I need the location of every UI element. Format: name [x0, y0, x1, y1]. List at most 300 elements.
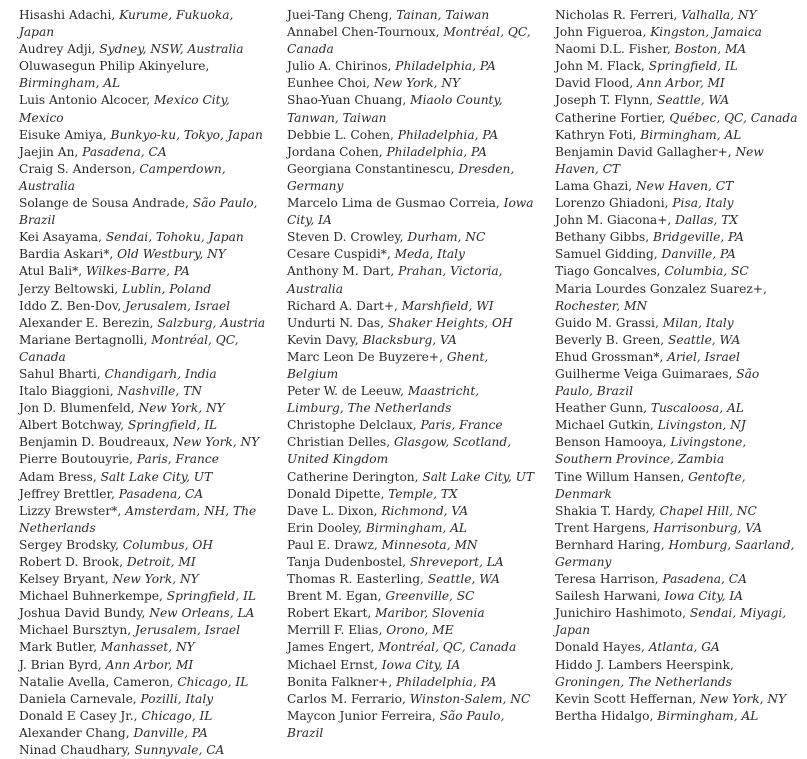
name-place-separator: , [386, 435, 394, 450]
name-place-separator: , [402, 93, 411, 108]
reviewer-location: Chicago, IL [177, 674, 249, 689]
name-place-separator: , [431, 708, 440, 723]
reviewer-location: New York, NY [173, 435, 260, 450]
reviewer-location: Richmond, VA [381, 503, 469, 518]
reviewer-name: Naomi D.L. Fisher [555, 42, 667, 57]
reviewer-name: Guido M. Grassi [555, 315, 655, 330]
reviewer-entry [287, 7, 539, 24]
reviewer-location: Livingstone, Southern Province, Zambia [555, 435, 747, 467]
reviewer-entry [555, 127, 800, 144]
reviewer-name: Michael Ernst [287, 657, 375, 672]
reviewer-entry [287, 605, 539, 622]
reviewer-column-1 [19, 7, 271, 759]
reviewer-entry [19, 571, 271, 588]
name-place-separator: , [400, 384, 408, 399]
name-place-separator: , [109, 384, 118, 399]
reviewer-location: Ariel, Israel [667, 349, 740, 364]
reviewer-name: Richard A. Dart+ [287, 298, 395, 313]
reviewer-entry [555, 41, 800, 58]
reviewer-name: Christian Delles [287, 435, 387, 450]
reviewer-name: Donald E Casey Jr. [19, 708, 134, 723]
name-place-separator: , [78, 264, 86, 279]
name-place-separator: , [373, 503, 382, 518]
name-place-separator: , [92, 469, 101, 484]
name-place-separator: , [728, 366, 737, 381]
reviewer-name: Joshua David Bundy [19, 606, 142, 621]
reviewer-entry [555, 469, 800, 503]
reviewer-entry [287, 298, 539, 315]
reviewer-entry [555, 639, 800, 656]
reviewer-location: Seattle, WA [668, 332, 741, 347]
reviewer-location: Salt Lake City, UT [100, 469, 213, 484]
reviewer-entry [555, 571, 800, 588]
name-place-separator: , [96, 366, 105, 381]
reviewer-name: Bardia Askari* [19, 247, 110, 262]
name-place-separator: , [450, 161, 459, 176]
reviewer-location: New York, NY [138, 401, 225, 416]
name-place-separator: , [387, 59, 396, 74]
reviewer-entry [19, 622, 271, 639]
reviewer-name: Debbie L. Cohen [287, 127, 390, 142]
name-place-separator: , [133, 708, 142, 723]
reviewer-location: São Paulo, Brazil [19, 196, 258, 228]
reviewer-entry [555, 229, 800, 246]
name-place-separator: , [74, 144, 83, 159]
name-place-separator: , [420, 572, 428, 587]
name-place-separator: , [102, 127, 111, 142]
reviewer-location: Detroit, MI [126, 555, 196, 569]
name-place-separator: , [354, 332, 363, 347]
reviewer-name: John M. Flack [555, 59, 641, 74]
name-place-separator: , [378, 144, 387, 159]
reviewer-location: Homburg, Saarland, Germany [555, 537, 795, 569]
reviewer-name: Tiago Goncalves [555, 264, 657, 279]
name-place-separator: , [399, 230, 408, 245]
name-place-separator: , [680, 469, 689, 484]
reviewer-location: Old Westbury, NY [117, 247, 226, 262]
reviewer-name: Atul Bali* [19, 264, 79, 279]
reviewer-name: Natalie Avella, Cameron [19, 674, 170, 689]
reviewer-location: Prahan, Victoria, Australia [287, 264, 503, 296]
reviewer-name: John M. Giacona+ [555, 213, 668, 228]
reviewer-location: Atlanta, GA [648, 640, 720, 655]
reviewer-entry [19, 400, 271, 417]
reviewer-name: Lama Ghazi [555, 178, 629, 193]
reviewer-entry [287, 674, 539, 691]
name-place-separator: , [98, 230, 106, 245]
reviewer-location: Chicago, IL [141, 708, 213, 723]
name-place-separator: , [93, 640, 101, 655]
reviewer-name: Shakia T. Hardy [555, 503, 652, 518]
reviewer-name: Maycon Junior Ferreira [287, 708, 432, 723]
reviewer-location: Pasadena, CA [662, 572, 747, 587]
reviewer-entry [19, 281, 271, 298]
reviewer-location: New York, NY [699, 691, 787, 706]
reviewer-entry [19, 605, 271, 622]
reviewer-name: Audrey Adji [19, 42, 92, 57]
reviewer-location: Paris, France [136, 452, 219, 467]
reviewer-location: Montréal, QC, Canada [19, 332, 239, 364]
reviewer-name: Cesare Cuspidi* [287, 247, 387, 262]
reviewer-entry [555, 58, 800, 75]
reviewer-name: Tine Willum Hansen [555, 469, 681, 484]
reviewer-entry [555, 263, 800, 280]
name-place-separator: , [366, 76, 374, 91]
name-place-separator: , [97, 657, 106, 672]
reviewer-entry [287, 469, 539, 486]
name-place-separator: , [390, 264, 399, 279]
reviewer-entry [555, 520, 800, 537]
reviewer-name: Robert Ekart [287, 606, 368, 621]
reviewer-entry [19, 246, 271, 263]
reviewer-location: Maastricht, Limburg, The Netherlands [287, 384, 480, 416]
name-place-separator: , [495, 196, 504, 211]
name-place-separator: , [632, 127, 641, 142]
reviewer-location: Greenville, SC [385, 589, 475, 604]
name-place-separator: , [435, 25, 444, 40]
reviewer-entry [555, 332, 800, 349]
reviewer-location: Tuscaloosa, AL [650, 401, 744, 416]
reviewer-column-3 [555, 7, 800, 725]
reviewer-name: Alexander Chang [19, 725, 126, 740]
reviewer-name: Marc Leon De Buyzere+ [287, 349, 440, 364]
reviewer-name: Pierre Boutouyrie [19, 452, 130, 467]
name-place-separator: , [120, 418, 128, 433]
reviewer-name: J. Brian Byrd [19, 657, 98, 672]
reviewer-entry [287, 332, 539, 349]
reviewer-entry [287, 503, 539, 520]
reviewer-name: Nicholas R. Ferreri [555, 8, 674, 22]
reviewer-location: Salt Lake City, UT [422, 469, 535, 484]
reviewer-name: Daniela Carnevale [19, 691, 133, 706]
name-place-separator: , [729, 657, 734, 672]
reviewer-entry [555, 400, 800, 417]
name-place-separator: , [380, 315, 388, 330]
reviewer-name: Steven D. Crowley [287, 230, 400, 245]
reviewer-location: Winston-Salem, NC [409, 691, 531, 706]
name-place-separator: , [370, 640, 379, 655]
name-place-separator: , [388, 8, 397, 22]
reviewer-name: Marcelo Lima de Gusmao Correia [287, 196, 496, 211]
reviewer-entry [287, 571, 539, 588]
name-place-separator: , [414, 469, 423, 484]
reviewer-location: Paris, France [420, 418, 503, 433]
reviewer-name: Thomas R. Easterling [287, 572, 420, 587]
name-place-separator: , [159, 589, 167, 604]
reviewer-name: Catherine Fortier [555, 110, 662, 125]
reviewer-location: Kurume, Fukuoka, Japan [19, 8, 234, 40]
reviewer-location: Gentofte, Denmark [555, 469, 746, 501]
reviewer-location: Columbia, SC [664, 264, 749, 279]
name-place-separator: , [664, 196, 673, 211]
reviewer-name: Lorenzo Ghiadoni [555, 196, 665, 211]
reviewer-location: Springfield, IL [648, 59, 738, 74]
reviewer-name: Donald Hayes [555, 640, 642, 655]
reviewer-entry [555, 349, 800, 366]
name-place-separator: , [666, 42, 675, 57]
reviewer-entry [555, 657, 800, 691]
reviewer-entry [555, 246, 800, 263]
name-place-separator: , [141, 606, 150, 621]
reviewer-name: Hisashi Adachi [19, 8, 112, 22]
name-place-separator: , [91, 42, 100, 57]
reviewer-location: Minnesota, MN [381, 537, 478, 552]
reviewer-entry [555, 92, 800, 109]
reviewer-entry [555, 708, 800, 725]
reviewer-column-2 [287, 7, 539, 742]
reviewer-entry [287, 144, 539, 161]
name-place-separator: , [110, 486, 119, 501]
reviewer-name: Hiddo J. Lambers Heerspink [555, 657, 730, 672]
reviewer-name: Maria Lourdes Gonzalez Suarez+ [555, 281, 764, 296]
reviewer-name: Iddo Z. Ben-Dov [19, 298, 118, 313]
reviewer-location: Danville, PA [133, 725, 208, 740]
reviewer-location: Philadelphia, PA [397, 127, 499, 142]
name-place-separator: , [439, 349, 447, 364]
name-place-separator: , [104, 572, 113, 587]
reviewer-name: Mariane Bertagnolli [19, 332, 144, 347]
reviewer-entry [19, 554, 271, 571]
reviewer-entry [287, 92, 539, 126]
name-place-separator: , [673, 8, 682, 22]
name-place-separator: , [114, 281, 123, 296]
name-place-separator: , [645, 230, 654, 245]
reviewer-entry [19, 725, 271, 742]
reviewer-location: Birmingham, AL [365, 520, 468, 535]
reviewer-name: David Flood [555, 76, 630, 91]
reviewer-location: Birmingham, AL [19, 76, 121, 91]
name-place-separator: , [667, 213, 676, 228]
reviewer-entry [19, 7, 271, 41]
reviewer-entry [555, 417, 800, 434]
reviewer-name: Kelsey Bryant [19, 572, 105, 587]
name-place-separator: , [131, 161, 140, 176]
reviewer-location: Lublin, Poland [122, 281, 212, 296]
name-place-separator: , [629, 76, 638, 91]
reviewer-location: Camperdown, Australia [19, 161, 226, 193]
reviewer-location: São Paulo, Brazil [555, 366, 760, 399]
reviewer-entry [287, 417, 539, 434]
reviewer-name: Craig S. Anderson [19, 161, 132, 176]
reviewer-location: Columbus, OH [122, 537, 213, 552]
name-place-separator: , [640, 59, 649, 74]
reviewer-name: Erin Dooley [287, 520, 359, 535]
reviewer-name: Beverly B. Green [555, 332, 661, 347]
name-place-separator: , [661, 110, 670, 125]
reviewer-location: New Haven, CT [555, 144, 764, 176]
reviewer-location: Mexico City, Mexico [19, 93, 230, 125]
reviewer-entry [555, 212, 800, 229]
reviewer-location: Wilkes-Barre, PA [85, 264, 190, 279]
reviewer-name: Alexander E. Berezin [19, 315, 150, 330]
reviewer-location: Manhasset, NY [100, 640, 195, 655]
reviewer-location: Montréal, QC, Canada [378, 640, 517, 655]
reviewer-name: Italo Biaggioni [19, 384, 110, 399]
reviewer-location: New York, NY [112, 572, 199, 587]
name-place-separator: , [143, 332, 152, 347]
reviewer-location: Seattle, WA [427, 572, 500, 587]
reviewer-location: Ghent, Belgium [287, 349, 489, 381]
name-place-separator: , [358, 520, 366, 535]
reviewer-entry [19, 229, 271, 246]
reviewer-name: Bertha Hidalgo [555, 708, 650, 723]
reviewer-location: Amsterdam, NH, The Netherlands [19, 503, 257, 535]
name-place-separator: , [126, 743, 135, 758]
reviewer-entry [19, 657, 271, 674]
name-place-separator: , [184, 196, 193, 211]
name-place-separator: , [402, 691, 410, 706]
reviewer-entry [19, 366, 271, 383]
reviewer-name: Julio A. Chirinos [287, 59, 388, 74]
reviewer-location: Pasadena, CA [118, 486, 204, 501]
reviewer-name: Kevin Davy [287, 332, 355, 347]
reviewer-entry [19, 315, 271, 332]
name-place-separator: , [653, 247, 662, 262]
reviewer-entry [555, 434, 800, 468]
reviewer-entry [287, 554, 539, 571]
reviewer-name: Undurti N. Das [287, 315, 381, 330]
reviewer-location: Dallas, TX [675, 213, 739, 228]
name-place-separator: , [660, 332, 669, 347]
reviewer-name: Catherine Derington [287, 469, 415, 484]
reviewer-location: New Orleans, LA [149, 606, 255, 621]
reviewer-entry [287, 537, 539, 554]
reviewer-entry [19, 434, 271, 451]
name-place-separator: , [127, 623, 135, 638]
reviewer-entry [19, 708, 271, 725]
reviewer-entry [287, 349, 539, 383]
reviewer-entry [555, 195, 800, 212]
reviewer-location: Valhalla, NY [681, 8, 757, 22]
reviewer-entry [555, 144, 800, 178]
reviewer-entry [19, 195, 271, 229]
reviewer-name: Trent Hargens [555, 520, 646, 535]
reviewer-name: Mark Butler [19, 640, 94, 655]
reviewer-location: Boston, MA [674, 42, 747, 57]
reviewer-entry [555, 503, 800, 520]
reviewer-entry [287, 127, 539, 144]
reviewer-location: Rochester, MN [555, 298, 648, 313]
reviewer-location: Jerusalem, Israel [135, 623, 240, 638]
reviewer-location: Marshfield, WI [401, 298, 494, 313]
reviewer-entry [555, 7, 800, 24]
name-place-separator: , [380, 486, 389, 501]
name-place-separator: , [727, 144, 736, 159]
reviewer-location: Danville, PA [661, 247, 736, 262]
reviewer-location: Shaker Heights, OH [387, 315, 513, 330]
reviewer-entry [287, 486, 539, 503]
name-place-separator: , [367, 606, 376, 621]
reviewer-entry [287, 195, 539, 229]
reviewer-name: Bonita Falkner+ [287, 674, 389, 689]
name-place-separator: , [117, 298, 126, 313]
reviewer-entry [287, 24, 539, 58]
name-place-separator: , [125, 725, 134, 740]
name-place-separator: , [117, 503, 126, 518]
name-place-separator: , [692, 691, 700, 706]
reviewer-name: Bernhard Haring [555, 537, 661, 552]
reviewer-name: Teresa Harrison [555, 572, 655, 587]
name-place-separator: , [649, 418, 658, 433]
reviewer-location: Salzburg, Austria [157, 315, 266, 330]
reviewer-name: Dave L. Dixon [287, 503, 374, 518]
reviewer-entry [287, 58, 539, 75]
reviewer-entry [19, 503, 271, 537]
reviewer-name: Jaejin An [19, 144, 75, 159]
name-place-separator: , [656, 264, 665, 279]
reviewer-location: Miaolo County, Tanwan, Taiwan [287, 93, 503, 125]
name-place-separator: , [386, 247, 395, 262]
name-place-separator: , [641, 640, 649, 655]
name-place-separator: , [654, 315, 663, 330]
reviewer-location: Seattle, WA [657, 93, 730, 108]
reviewer-location: Kingston, Jamaica [650, 25, 762, 40]
reviewer-entry [555, 691, 800, 708]
reviewer-name: Adam Bress [19, 469, 93, 484]
reviewer-entry [555, 605, 800, 639]
reviewer-entry [555, 24, 800, 41]
reviewer-location: Dresden, Germany [287, 161, 515, 193]
reviewer-entry [555, 75, 800, 92]
reviewer-location: Jerusalem, Israel [125, 298, 231, 313]
name-place-separator: , [651, 503, 660, 518]
reviewer-name: Benjamin David Gallagher+ [555, 144, 728, 159]
reviewer-entry [287, 161, 539, 195]
reviewer-location: Nashville, TN [117, 384, 202, 399]
reviewer-name: Merrill F. Elias [287, 623, 379, 638]
reviewer-name: Robert D. Brook [19, 555, 120, 569]
reviewer-location: Iowa City, IA [381, 657, 461, 672]
name-place-separator: , [662, 435, 671, 450]
reviewer-location: Sendai, Tohoku, Japan [105, 230, 244, 245]
name-place-separator: , [119, 555, 127, 569]
reviewer-location: Springfield, IL [166, 589, 256, 604]
reviewer-location: Sendai, Miyagi, Japan [555, 606, 787, 638]
name-place-separator: , [388, 674, 397, 689]
name-place-separator: , [390, 127, 398, 142]
reviewer-name: Joseph T. Flynn [555, 93, 650, 108]
reviewer-entry [19, 332, 271, 366]
reviewer-entry [287, 246, 539, 263]
reviewer-name: Sergey Brodsky [19, 537, 115, 552]
reviewer-entry [555, 178, 800, 195]
reviewer-entry [287, 657, 539, 674]
reviewer-name: Bethany Gibbs [555, 230, 646, 245]
name-place-separator: , [374, 657, 382, 672]
reviewer-location: Maribor, Slovenia [375, 606, 485, 621]
reviewer-location: Bunkyo-ku, Tokyo, Japan [110, 127, 263, 142]
reviewer-name: Donald Dipette [287, 486, 381, 501]
name-place-separator: , [130, 401, 139, 416]
name-place-separator: , [205, 59, 210, 74]
reviewer-location: Iowa City, IA [287, 196, 534, 228]
name-place-separator: , [656, 589, 665, 604]
reviewer-entry [287, 691, 539, 708]
reviewer-name: Juei-Tang Cheng [287, 8, 389, 22]
reviewer-name: Tanja Dudenbostel [287, 555, 403, 569]
reviewer-name: Christophe Delclaux [287, 418, 413, 433]
reviewer-name: Peter W. de Leeuw [287, 384, 401, 399]
name-place-separator: , [149, 315, 158, 330]
reviewer-entry [287, 263, 539, 297]
reviewer-entry [19, 298, 271, 315]
name-place-separator: , [649, 93, 657, 108]
reviewer-entry [19, 674, 271, 691]
reviewer-entry [287, 315, 539, 332]
reviewer-location: Sunnyvale, CA [134, 743, 225, 758]
reviewer-name: Luis Antonio Alcocer [19, 93, 147, 108]
reviewer-entry [555, 110, 800, 127]
